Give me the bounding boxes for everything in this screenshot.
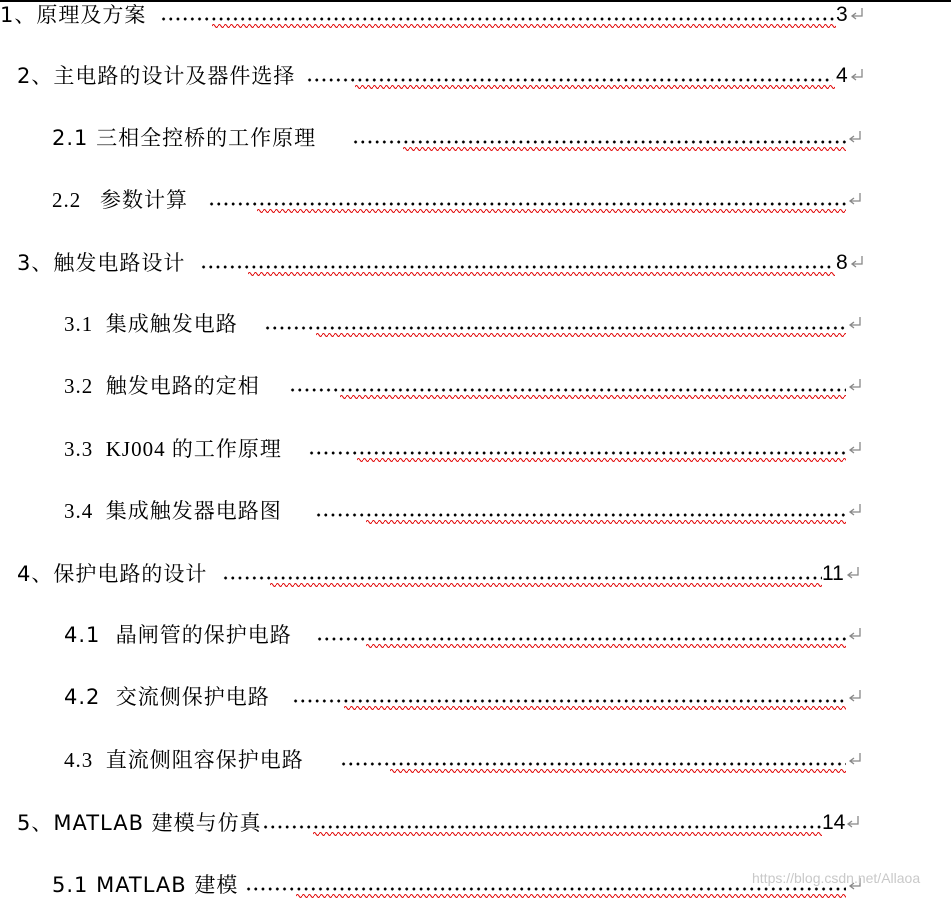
spellcheck-underline — [344, 705, 846, 711]
toc-entry-label: 5、MATLAB 建模与仿真 — [17, 811, 262, 835]
toc-page-number: 11 — [822, 562, 844, 585]
return-arrow-icon — [848, 129, 862, 147]
spellcheck-underline — [340, 394, 846, 400]
return-arrow-icon — [848, 191, 862, 209]
toc-page-number: 8 — [836, 251, 848, 274]
toc-entry[interactable] — [0, 373, 870, 407]
spellcheck-underline — [212, 23, 837, 29]
toc-entry[interactable] — [0, 747, 870, 781]
return-arrow-icon — [850, 254, 864, 272]
return-arrow-icon — [850, 67, 864, 85]
dot-leader — [340, 762, 846, 766]
spellcheck-underline — [248, 271, 835, 277]
spellcheck-underline — [355, 84, 835, 90]
dot-leader — [308, 451, 846, 455]
spellcheck-underline — [270, 582, 822, 588]
toc-entry[interactable] — [0, 622, 870, 656]
toc-entry-label: 2.1 三相全控桥的工作原理 — [52, 126, 317, 150]
toc-entry-label: 3.3 KJ004 的工作原理 — [64, 437, 282, 461]
toc-entry[interactable] — [0, 810, 870, 844]
toc-entry-label: 2、主电路的设计及器件选择 — [17, 64, 296, 88]
toc-page-number: 4 — [836, 64, 848, 87]
return-arrow-icon — [848, 315, 862, 333]
toc-entry-label: 5.1 MATLAB 建模 — [52, 873, 239, 897]
toc-entry-label: 3.4 集成触发器电路图 — [64, 499, 282, 523]
spellcheck-underline — [390, 768, 846, 774]
spellcheck-underline — [296, 893, 846, 899]
dot-leader — [222, 576, 822, 580]
toc-entry-label: 4.2 交流侧保护电路 — [64, 685, 270, 709]
dot-leader — [316, 637, 846, 641]
return-arrow-icon — [848, 688, 862, 706]
dot-leader — [200, 265, 833, 269]
return-arrow-icon — [848, 502, 862, 520]
dot-leader — [306, 78, 833, 82]
dot-leader — [208, 202, 846, 206]
dot-leader — [315, 513, 846, 517]
dot-leader — [262, 825, 822, 829]
toc-page-number: 3 — [836, 3, 848, 26]
toc-entry-label: 4、保护电路的设计 — [17, 562, 208, 586]
spellcheck-underline — [366, 519, 846, 525]
dot-leader — [245, 887, 846, 891]
return-arrow-icon — [848, 751, 862, 769]
toc-entry-label: 4.1 晶闸管的保护电路 — [64, 623, 292, 647]
return-arrow-icon — [848, 626, 862, 644]
toc-entry[interactable] — [0, 436, 870, 470]
toc-entry[interactable] — [0, 498, 870, 532]
toc-entry-label: 3.2 触发电路的定相 — [64, 374, 260, 398]
toc-entry-label: 4.3 直流侧阻容保护电路 — [64, 748, 304, 772]
toc-entry-label: 3.1 集成触发电路 — [64, 312, 238, 336]
watermark: https://blog.csdn.net/Allaoa — [752, 870, 921, 886]
spellcheck-underline — [316, 332, 846, 338]
dot-leader — [160, 17, 835, 21]
toc-entry-label: 1、原理及方案 — [0, 3, 147, 27]
spellcheck-underline — [257, 208, 846, 214]
toc-page-number: 14 — [822, 811, 846, 834]
toc-entry[interactable] — [0, 250, 870, 284]
spellcheck-underline — [366, 643, 846, 649]
toc-entry[interactable] — [0, 2, 870, 36]
return-arrow-icon — [848, 440, 862, 458]
toc-entry-label: 2.2 参数计算 — [52, 188, 188, 212]
return-arrow-icon — [850, 6, 864, 24]
toc-entry[interactable] — [0, 311, 870, 345]
return-arrow-icon — [848, 377, 862, 395]
dot-leader — [292, 699, 846, 703]
dot-leader — [289, 388, 846, 392]
spellcheck-underline — [403, 146, 846, 152]
toc-entry[interactable] — [0, 684, 870, 718]
toc-entry-label: 3、触发电路设计 — [17, 251, 186, 275]
spellcheck-underline — [357, 457, 846, 463]
dot-leader — [264, 326, 846, 330]
toc-entry[interactable] — [0, 125, 870, 159]
toc-entry[interactable] — [0, 63, 870, 97]
dot-leader — [352, 140, 846, 144]
toc-entry[interactable] — [0, 561, 870, 595]
return-arrow-icon — [846, 814, 860, 832]
spellcheck-underline — [313, 831, 822, 837]
return-arrow-icon — [846, 565, 860, 583]
toc-entry[interactable] — [0, 187, 870, 221]
toc-entry[interactable] — [0, 872, 870, 906]
